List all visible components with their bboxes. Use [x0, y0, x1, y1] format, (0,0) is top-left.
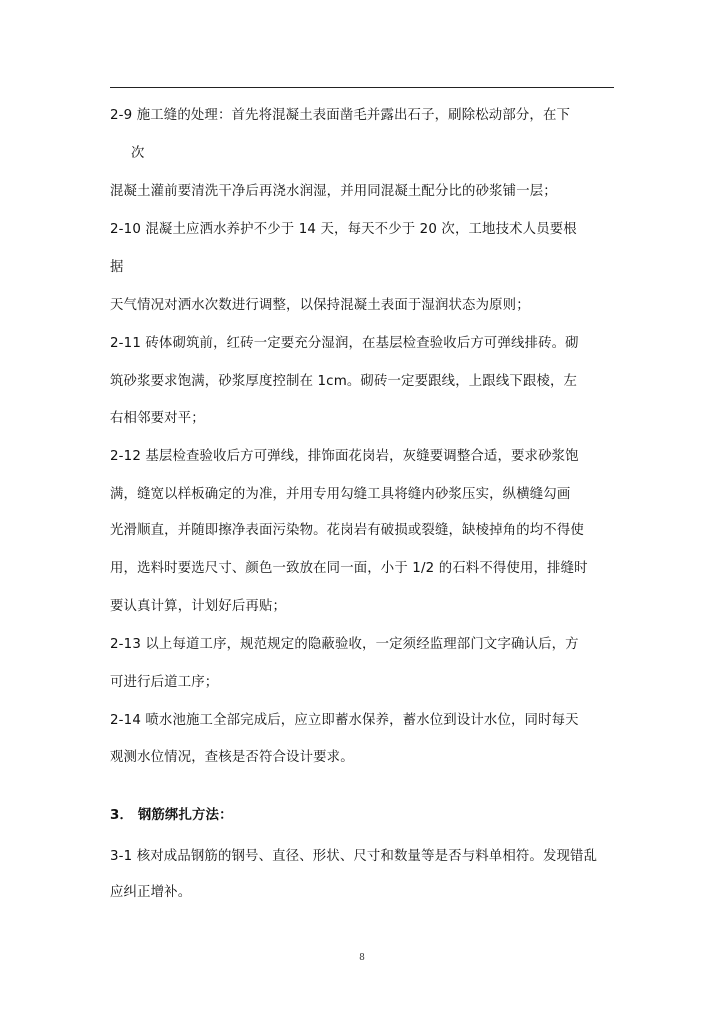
text-line-20: 3-1 核对成品钢筋的钢号、直径、形状、尺寸和数量等是否与料单相符。发现错乱 — [110, 849, 598, 864]
text-line-1: 2-9 施工缝的处理：首先将混凝土表面凿毛并露出石子，刷除松动部分，在下 — [110, 108, 571, 123]
text-line-2: 次 — [131, 146, 145, 161]
text-line-10: 2-12 基层检查验收后方可弹线，排饰面花岗岩，灰缝要调整合适，要求砂浆饱 — [110, 449, 579, 464]
text-line-16: 可进行后道工序； — [110, 675, 219, 690]
text-line-8: 筑砂浆要求饱满，砂浆厚度控制在 1cm。砌砖一定要跟线，上跟线下跟棱，左 — [110, 374, 578, 389]
header-rule — [110, 87, 614, 88]
text-line-15: 2-13 以上每道工序，规范规定的隐蔽验收，一定须经监理部门文字确认后，方 — [110, 637, 579, 652]
text-line-21: 应纠正增补。 — [110, 885, 192, 900]
text-line-11: 满，缝宽以样板确定的为准，并用专用勾缝工具将缝内砂浆压实，纵横缝勾画 — [110, 487, 571, 502]
text-line-3: 混凝土灌前要清洗干净后再浇水润湿，并用同混凝土配分比的砂浆铺一层； — [110, 184, 557, 199]
text-line-9: 右相邻要对平； — [110, 411, 205, 426]
text-line-14: 要认真计算，计划好后再贴； — [110, 599, 287, 614]
text-line-18: 观测水位情况，查核是否符合设计要求。 — [110, 750, 354, 765]
text-line-12: 光滑顺直，并随即擦净表面污染物。花岗岩有破损或裂缝，缺棱掉角的均不得使 — [110, 523, 584, 538]
text-line-7: 2-11 砖体砌筑前，红砖一定要充分湿润，在基层检查验收后方可弹线排砖。砌 — [110, 336, 579, 351]
text-line-6: 天气情况对洒水次数进行调整，以保持混凝土表面于湿润状态为原则； — [110, 298, 530, 313]
text-line-13: 用，选料时要选尺寸、颜色一致放在同一面，小于 1/2 的石料不得使用，排缝时 — [110, 561, 588, 576]
section-heading: 3． 钢筋绑扎方法： — [110, 808, 233, 823]
page-number: 8 — [359, 953, 365, 963]
text-line-17: 2-14 喷水池施工全部完成后，应立即蓄水保养，蓄水位到设计水位，同时每天 — [110, 713, 579, 728]
text-line-4: 2-10 混凝土应洒水养护不少于 14 天，每天不少于 20 次，工地技术人员要根 — [110, 222, 577, 237]
text-line-5: 据 — [110, 260, 124, 275]
